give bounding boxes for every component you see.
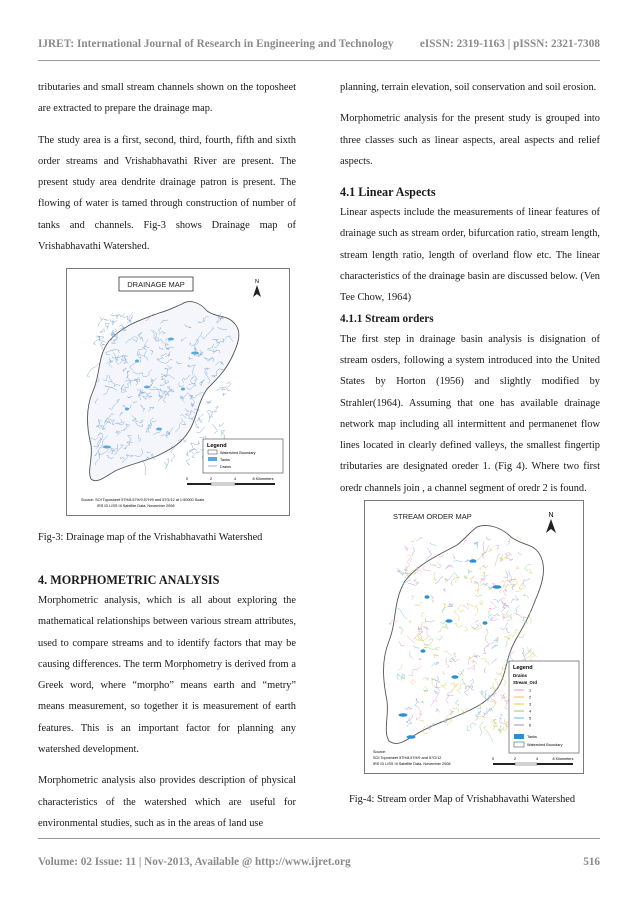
footer-rule bbox=[38, 838, 600, 839]
fig3-title: DRAINAGE MAP bbox=[127, 280, 185, 289]
stream-segment bbox=[212, 424, 217, 434]
tank bbox=[493, 585, 502, 589]
fig3-source: IRS ID LISS III Satellite Data, November 2008 bbox=[97, 504, 175, 508]
stream-segment bbox=[127, 321, 131, 325]
fig4-scale-label: 2 bbox=[513, 757, 517, 761]
stream-segment bbox=[186, 459, 190, 465]
stream-segment bbox=[405, 558, 410, 570]
left-column-top bbox=[38, 77, 296, 257]
stream-segment bbox=[480, 721, 484, 735]
fig4-source: IRS ID LISS III Satellite Data, November 2008 bbox=[373, 762, 451, 766]
page-number: 516 bbox=[583, 856, 600, 868]
tank bbox=[407, 735, 416, 739]
stream-segment bbox=[116, 314, 122, 319]
stream-segment bbox=[219, 423, 224, 427]
running-footer bbox=[38, 856, 600, 868]
order-legend-label: 1 bbox=[529, 688, 532, 693]
paragraph: Morphometric analysis also provides description of physical characteristics of the watershed which are useful for environmental studies, such as in the areas of land use bbox=[38, 775, 296, 829]
stream-segment bbox=[504, 719, 509, 724]
tank bbox=[135, 360, 139, 363]
section-heading: 4.1 Linear Aspects bbox=[340, 185, 436, 200]
stream-segment bbox=[411, 539, 415, 542]
stream-segment bbox=[475, 715, 479, 721]
section-heading: 4. MORPHOMETRIC ANALYSIS bbox=[38, 573, 220, 587]
fig3-scale-label: 2 bbox=[209, 477, 213, 481]
fig3-legend-item: Tanks bbox=[220, 458, 230, 462]
right-column bbox=[340, 77, 600, 499]
fig4-legend-drains: Drains bbox=[513, 673, 528, 678]
stream-segment bbox=[98, 317, 104, 327]
tank bbox=[452, 675, 459, 679]
stream-segment bbox=[405, 545, 408, 551]
tank bbox=[181, 388, 185, 391]
stream-segment bbox=[430, 542, 437, 545]
tank bbox=[470, 559, 477, 563]
stream-segment bbox=[433, 600, 434, 603]
stream-segment bbox=[504, 708, 508, 709]
stream-segment bbox=[189, 449, 195, 454]
fig4-legend-stream: Stream_Ord bbox=[513, 680, 537, 685]
stream-segment bbox=[207, 400, 212, 404]
stream-segment bbox=[199, 418, 202, 423]
stream-segment bbox=[100, 336, 104, 339]
fig3-legend-item: Watershed Boundary bbox=[220, 451, 256, 455]
fig4-scale-label: 0 bbox=[491, 757, 495, 761]
paragraph: Morphometric analysis for the present study is grouped into three classes such as linear aspects, areal aspects and relief aspects. bbox=[340, 113, 600, 167]
stream-segment bbox=[129, 315, 133, 321]
order-legend-label: 2 bbox=[529, 695, 532, 700]
fig4-scale-label: 4 bbox=[535, 757, 539, 761]
issn: eISSN: 2319-1163 | pISSN: 2321-7308 bbox=[419, 38, 600, 50]
stream-segment bbox=[484, 726, 493, 741]
fig3-scale-label: 0 bbox=[185, 477, 189, 481]
stream-segment bbox=[223, 393, 226, 396]
stream-segment bbox=[417, 537, 422, 541]
stream-segment bbox=[505, 724, 507, 727]
tank bbox=[156, 428, 162, 431]
header-rule bbox=[38, 60, 600, 61]
drainage-map-figure bbox=[66, 268, 290, 516]
stream-segment bbox=[166, 459, 170, 469]
tank bbox=[483, 621, 488, 625]
fig3-caption: Fig-3: Drainage map of the Vrishabhavathi Watershed bbox=[38, 532, 263, 543]
tank bbox=[144, 386, 150, 389]
stream-segment bbox=[198, 441, 199, 444]
fig4-scale-label: 8 Kilometers bbox=[552, 757, 574, 761]
stream-segment bbox=[217, 386, 227, 391]
paragraph: The first step in drainage basin analysis is disignation of stream osders, following a system introduced into the United States by Horton (1956) and slightly modified by Strahler(1964). Assuming that one has available drainage network map including all intermittent and permanenet flow lines located in clearly defined valleys, the smallest fingertip tributaries are designated oreder 1. (Fig 4). Where two first oredr channels join , a channel segment of oredr 2 is found. bbox=[340, 333, 600, 494]
paragraph: Morphometric analysis, which is all about exploring the mathematical relationships between various stream attributes, used to compare streams and to identify factors that may be causing differences. The term Morphometry is derived from a Greek word, where “morpho” means earth and “metry” means measurement, so together it is measurement of earth features. This is an important factor for planning any watershed development. bbox=[38, 595, 296, 756]
stream-segment bbox=[142, 460, 146, 476]
stream-segment bbox=[223, 432, 225, 439]
stream-segment bbox=[171, 454, 175, 462]
paragraph: tributaries and small stream channels shown on the toposheet are extracted to prepare the drainage map. bbox=[38, 82, 296, 115]
stream-segment bbox=[101, 344, 104, 346]
stream-segment bbox=[470, 723, 477, 729]
stream-order-map-figure bbox=[364, 500, 584, 774]
stream-segment bbox=[412, 547, 415, 557]
fig4-legend-tanks: Tanks bbox=[527, 735, 537, 739]
tank bbox=[168, 338, 174, 341]
footer-volume: Volume: 02 Issue: 11 | Nov-2013, Available @ http://www.ijret.org bbox=[38, 856, 351, 868]
tank bbox=[399, 713, 408, 717]
stream-segment bbox=[222, 389, 226, 391]
order-legend-label: 3 bbox=[529, 702, 532, 707]
stream-segment bbox=[192, 452, 201, 458]
stream-segment bbox=[104, 320, 108, 321]
stream-segment bbox=[493, 719, 496, 724]
running-header bbox=[38, 38, 600, 50]
fig4-legend-title: Legend bbox=[513, 665, 533, 671]
fig4-title: STREAM ORDER MAP bbox=[393, 512, 472, 521]
fig4-legend-boundary: Watershed Boundary bbox=[527, 743, 563, 747]
stream-segment bbox=[105, 323, 109, 329]
stream-segment bbox=[214, 406, 218, 412]
order-legend-label: 4 bbox=[529, 709, 532, 714]
tank bbox=[191, 352, 199, 355]
paragraph: The study area is a first, second, third, fourth, fifth and sixth order streams and Vrishabhavathi River are present. The present study area dendrite drainage patron is present. The flowing of water is tamed through construction of number of tanks and channels. Fig-3 shows Drainage map of Vrishabhavathi Watershed. bbox=[38, 134, 296, 253]
paragraph: planning, terrain elevation, soil conservation and soil erosion. bbox=[340, 82, 597, 93]
north-arrow-icon bbox=[253, 285, 261, 297]
stream-segment bbox=[530, 653, 537, 657]
stream-segment bbox=[478, 711, 481, 715]
fig3-legend-item: Drains bbox=[220, 465, 231, 469]
fig3-north-label: N bbox=[255, 279, 259, 285]
stream-segment bbox=[527, 657, 532, 661]
stream-segment bbox=[200, 436, 207, 438]
stream-segment bbox=[530, 612, 532, 624]
stream-segment bbox=[113, 328, 117, 331]
fig4-source: SOI Toposheet 57H/8,57H/9 and 57G/12 bbox=[373, 756, 442, 760]
tank bbox=[425, 595, 430, 599]
stream-segment bbox=[482, 711, 487, 718]
fig4-source: Source: bbox=[373, 750, 387, 754]
stream-segment bbox=[209, 411, 213, 422]
order-legend-label: 6 bbox=[529, 723, 532, 728]
stream-segment bbox=[516, 537, 521, 540]
fig3-legend-title: Legend bbox=[207, 443, 227, 449]
stream-segment bbox=[490, 701, 497, 703]
left-column-bottom bbox=[38, 570, 296, 834]
paragraph: Linear aspects include the measurements of linear features of drainage such as stream order, bifurcation ratio, stream length, stream length ratio, length of overland flow etc. The linear characteristics of the drainage basin are discussed below. (Ven Tee Chow, 1964) bbox=[340, 207, 600, 304]
stream-segment bbox=[227, 382, 231, 391]
fig4-caption: Fig-4: Stream order Map of Vrishabhavathi Watershed bbox=[349, 794, 576, 805]
stream-segment bbox=[467, 725, 471, 730]
tank bbox=[103, 446, 111, 449]
north-arrow-icon bbox=[546, 519, 556, 533]
subsection-heading: 4.1.1 Stream orders bbox=[340, 312, 434, 325]
stream-segment bbox=[186, 451, 188, 456]
tank bbox=[421, 649, 426, 653]
stream-segment bbox=[502, 693, 508, 707]
journal-name: IJRET: International Journal of Research in Engineering and Technology bbox=[38, 38, 394, 50]
fig4-north-label: N bbox=[548, 512, 554, 519]
stream-segment bbox=[100, 329, 105, 333]
fig3-scale-label: 8 Kilometers bbox=[252, 477, 274, 481]
fig3-scale-label: 4 bbox=[233, 477, 237, 481]
stream-segment bbox=[196, 414, 204, 422]
order-legend-label: 5 bbox=[529, 716, 532, 721]
tank bbox=[446, 619, 453, 623]
stream-segment bbox=[499, 715, 502, 724]
fig3-source: Source: SOI Toposheet 57H/8,57H/9,57H/9 and 57G/12 at 1:50000 Scale bbox=[81, 498, 205, 502]
tank bbox=[125, 408, 129, 411]
